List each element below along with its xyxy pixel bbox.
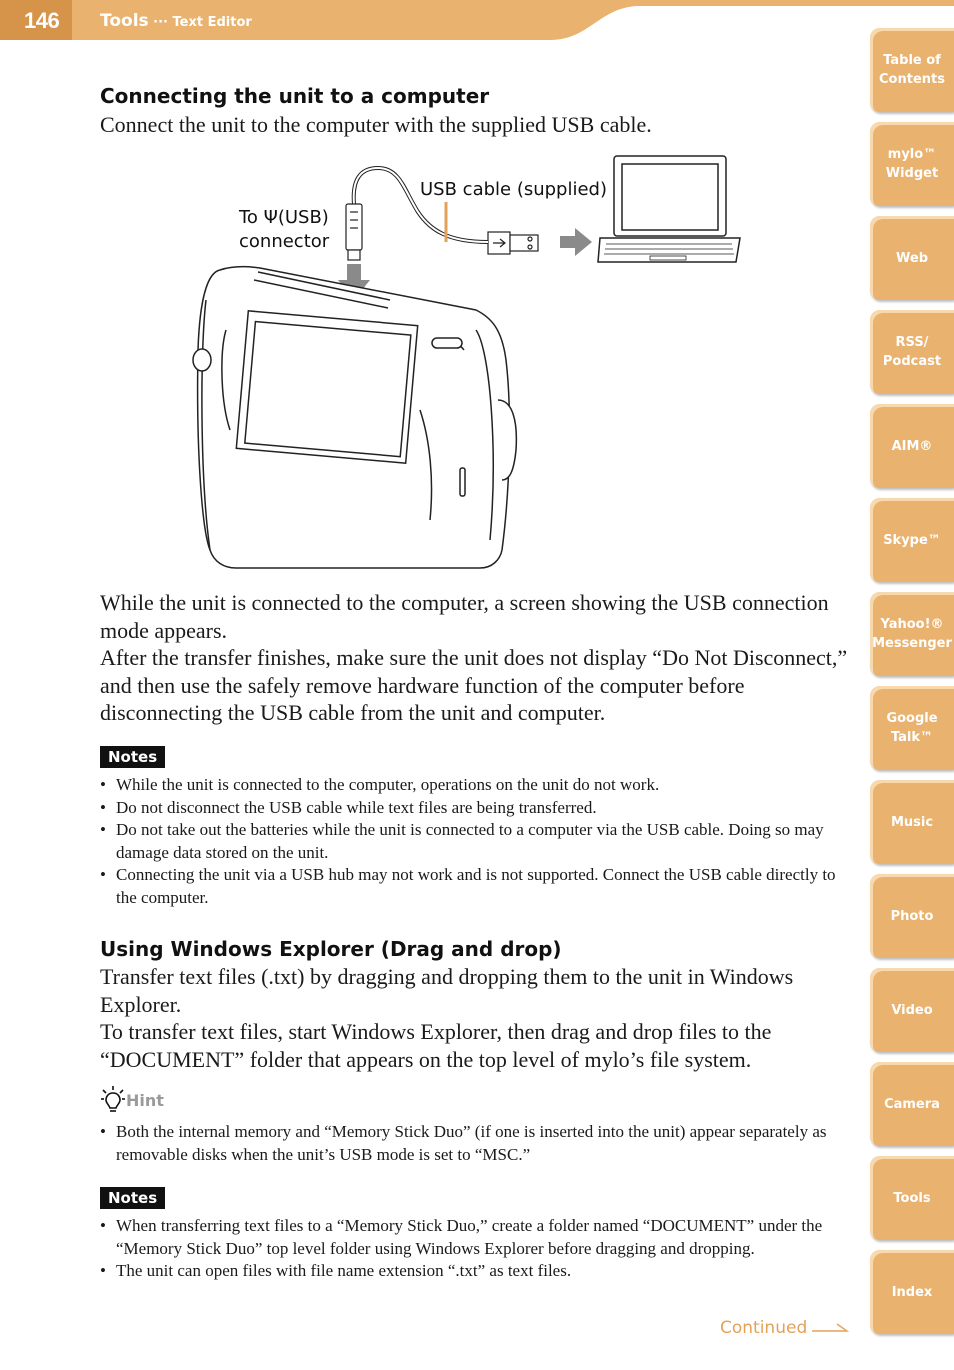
list-item: • The unit can open files with file name extension “.txt” as text files. [100, 1260, 845, 1283]
tab-music[interactable]: Music [870, 780, 954, 864]
tab-rss-podcast[interactable]: RSS/ Podcast [870, 310, 954, 394]
notes-list [100, 774, 845, 909]
list-item: • While the unit is connected to the computer, operations on the unit do not work. [100, 774, 845, 797]
usb-plug-icon [488, 232, 538, 254]
arrow-to-laptop-icon [560, 228, 592, 256]
notes-badge-2: Notes [100, 1187, 165, 1209]
list-item: • When transferring text files to a “Memory Stick Duo,” create a folder named “DOCUMENT” under the “Memory Stick Duo” top level folder using Windows Explorer before dragging and dropping. [100, 1215, 845, 1260]
breadcrumb-separator: ··· [148, 15, 173, 30]
lightbulb-icon [100, 1085, 126, 1115]
continued-label: Continued [720, 1318, 808, 1338]
list-item: • Connecting the unit via a USB hub may not work and is not supported. Connect the USB cable directly to the computer. [100, 864, 845, 909]
tab-tools[interactable]: Tools [870, 1156, 954, 1240]
breadcrumb [100, 11, 252, 31]
laptop-icon [598, 156, 740, 262]
tab-camera[interactable]: Camera [870, 1062, 954, 1146]
list-item: • Do not take out the batteries while the unit is connected to a computer via the USB cable. Doing so may damage data stored on the unit. [100, 819, 845, 864]
document-folder-paragraph: To transfer text files, start Windows Explorer, then drag and drop files to the “DOCUMENT” folder that appears on the top level of mylo’s file system. [100, 1019, 772, 1072]
continued-link[interactable] [720, 1318, 851, 1338]
list-item: • Both the internal memory and “Memory Stick Duo” (if one is inserted into the unit) appear separately as removable disks when the unit’s USB mode is set to “MSC.” [100, 1121, 845, 1166]
breadcrumb-subsection: Text Editor [172, 15, 252, 30]
usb-mode-paragraph: While the unit is connected to the computer, a screen showing the USB connection mode appears. [100, 590, 829, 643]
drag-drop-paragraph: Transfer text files (.txt) by dragging and dropping them to the unit in Windows Explorer. [100, 964, 794, 1017]
connection-illustration [180, 150, 780, 580]
tab-skype[interactable]: Skype™ [870, 498, 954, 582]
tab-google-talk[interactable]: Google Talk™ [870, 686, 954, 770]
hint-label: Hint [126, 1090, 164, 1110]
tab-aim[interactable]: AIM® [870, 404, 954, 488]
connector-label-line1: To Ψ(USB) [239, 207, 329, 228]
section-intro: Connect the unit to the computer with the supplied USB cable. [100, 112, 652, 137]
section-heading-connecting: Connecting the unit to a computer [100, 84, 490, 108]
tab-mylo-widget[interactable]: mylo™ Widget [870, 122, 954, 206]
page-number: 146 [24, 8, 60, 33]
breadcrumb-section[interactable]: Tools [100, 11, 149, 31]
mini-usb-connector-icon [346, 204, 362, 260]
notes-badge: Notes [100, 746, 165, 768]
page-header [0, 0, 954, 40]
tab-photo[interactable]: Photo [870, 874, 954, 958]
tab-web[interactable]: Web [870, 216, 954, 300]
tab-table-of-contents[interactable]: Table of Contents [870, 28, 954, 112]
list-item: • Do not disconnect the USB cable while text files are being transferred. [100, 797, 845, 820]
tab-video[interactable]: Video [870, 968, 954, 1052]
usb-cable-label: USB cable (supplied) [420, 179, 608, 200]
hint-list [100, 1121, 845, 1166]
hint-heading [100, 1085, 164, 1115]
tab-yahoo-messenger[interactable]: Yahoo!® Messenger [870, 592, 954, 676]
mylo-device-illustration [193, 267, 516, 568]
safe-removal-paragraph: After the transfer finishes, make sure the unit does not display “Do Not Disconnect,” and then use the safely remove hardware function of the computer before disconnecting the USB cable from the unit and computer. [100, 645, 848, 725]
continued-arrow-icon [811, 1321, 851, 1335]
notes-list-2 [100, 1215, 845, 1283]
connector-label-line2: connector [239, 231, 330, 252]
tab-index[interactable]: Index [870, 1250, 954, 1334]
section-heading-windows-explorer: Using Windows Explorer (Drag and drop) [100, 937, 562, 961]
